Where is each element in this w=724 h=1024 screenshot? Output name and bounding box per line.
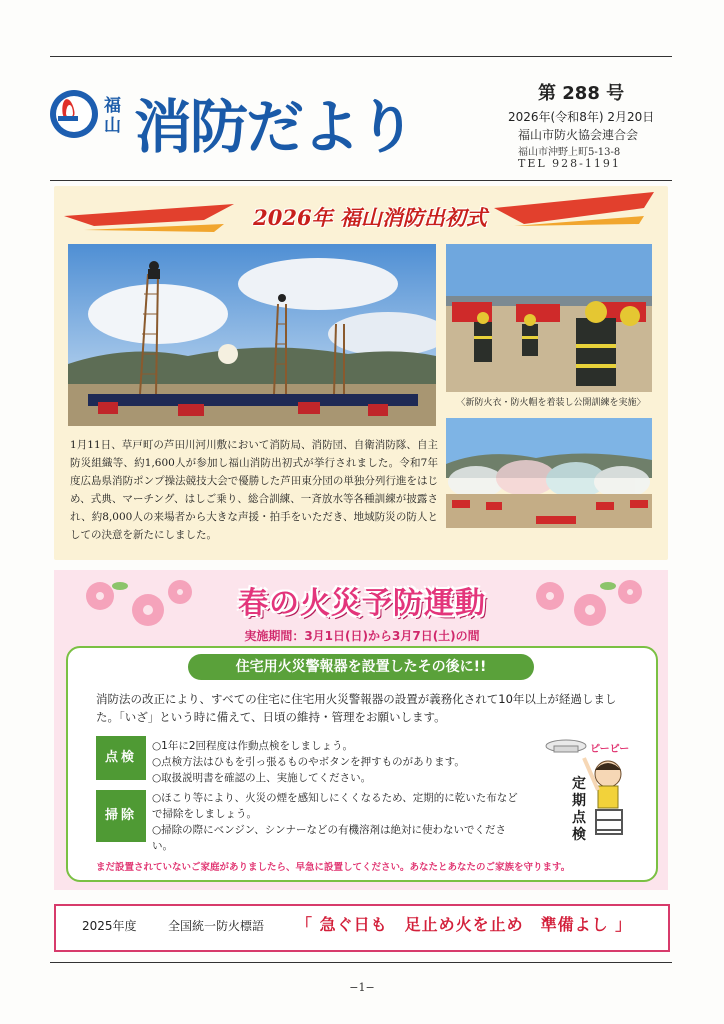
install-reminder-note: まだ設置されていないご家庭がありましたら、早急に設置してください。あなたとあなたのご家族を守ります。	[96, 862, 571, 873]
publisher-tel: TEL 928-1191	[518, 157, 621, 170]
inspection-tag: 点検	[96, 736, 146, 780]
cleaning-tag: 掃除	[96, 790, 146, 842]
smoke-alarm-intro: 消防法の改正により、すべての住宅に住宅用火災警報器の設置が義務化されて10年以上が経過しました。「いざ」という時に備えて、日頃の維持・管理をお願いします。	[96, 692, 617, 724]
cleaning-item: ○ほこり等により、火災の煙を感知しにくくなるため、定期的に乾いた布などで掃除をしましょう。	[152, 792, 518, 820]
alarm-sound-text: ピーピー	[590, 744, 630, 755]
footer-rule	[50, 962, 672, 963]
header-subtitle: 福山	[104, 96, 121, 136]
slogan-label: 全国統一防火標語	[168, 919, 265, 933]
inspection-item: ○取扱説明書を確認の上、実施してください。	[152, 772, 372, 784]
header-rule	[50, 180, 672, 181]
article1-body: 1月11日、草戸町の芦田川河川敷において消防局、消防団、自衛消防隊、自主防災組織等、約1,600人が参加し福山消防出初式が挙行されました。令和7年度広島県消防ポンプ操法競技大会で優勝した芦田東分団の単独分列行進をはじめ、式典、マーチング、はしご乗り、総合訓練、一斉放水等各種訓練が披露され、約8,000人の来場者から大きな声援・拍手をいただき、地域防災の防人としての決意を新たにしました。	[70, 439, 438, 541]
top-rule	[50, 56, 672, 57]
inspection-item: ○1年に2回程度は作動点検をしましょう。	[152, 740, 354, 752]
publisher-name: 福山市防火協会連合会	[518, 128, 639, 142]
smoke-alarm-heading: 住宅用火災警報器を設置したその後に!!	[188, 654, 534, 680]
campaign-period: 実施期間：3月1日(日)から3月7日(土)の間	[244, 629, 480, 643]
inspection-item: ○点検方法はひもを引っ張るものやボタンを押すものがあります。	[152, 756, 465, 768]
slogan-text: 「 急ぐ日も 足止め火を止め 準備よし 」	[296, 915, 633, 934]
article2-title: 春の火災予防運動	[238, 586, 486, 621]
slogan-year: 2025年度	[82, 919, 137, 933]
periodic-check-label: 定期点検	[572, 776, 586, 843]
page-number: −1−	[349, 981, 375, 994]
issue-number: 第 288 号	[538, 83, 625, 104]
article1-title: 2026年 福山消防出初式	[253, 205, 487, 230]
cleaning-item: ○掃除の際にベンジン、シンナーなどの有機溶剤は絶対に使わないでください。	[152, 824, 507, 852]
firefighters-training-photo	[446, 244, 652, 392]
fire-logo-icon	[50, 90, 98, 138]
photo-caption: 〈新防火衣・防火帽を着装し公開訓練を実施〉	[456, 398, 646, 408]
issue-date: 2026年(令和8年) 2月20日	[508, 110, 655, 124]
ladder-performance-photo	[68, 244, 436, 426]
publisher-address: 福山市沖野上町5-13-8	[518, 147, 621, 158]
water-spray-photo	[446, 418, 652, 528]
newsletter-title: 消防だより	[134, 93, 415, 161]
